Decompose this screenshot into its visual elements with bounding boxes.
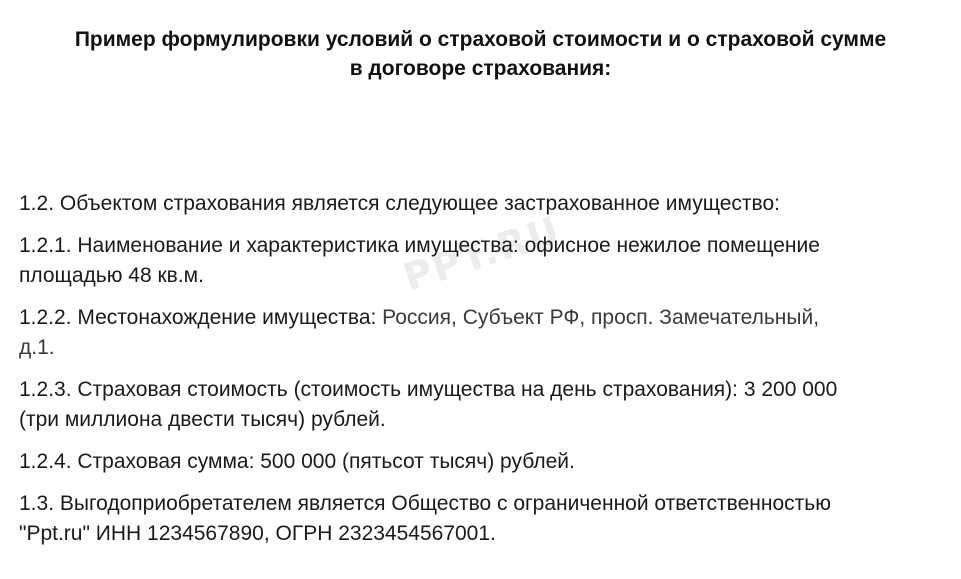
clause-1-2-2-label: 1.2.2. Местонахождение имущества:: [19, 306, 383, 329]
document-title: [0, 25, 961, 83]
clause-1-2-2-line-2: д.1.: [19, 336, 55, 359]
clause-1-2-2-address: Россия, Субъект РФ, просп. Замечательный,: [382, 306, 820, 329]
clause-1-2-3-line-2: (три миллиона двести тысяч) рублей.: [19, 408, 386, 431]
clause-1-2-3: [19, 375, 949, 435]
clause-1-3: [19, 489, 949, 549]
clause-1-2-4-text: 1.2.4. Страховая сумма: 500 000 (пятьсот тысяч) рублей.: [19, 450, 575, 473]
title-line-1: Пример формулировки условий о страховой стоимости и о страховой сумме: [74, 28, 887, 51]
clause-1-3-line-2: "Ppt.ru" ИНН 1234567890, ОГРН 2323454567001.: [19, 522, 496, 545]
clause-1-2-1: [19, 231, 949, 291]
clause-1-2-2-line-1: [19, 303, 949, 333]
clause-1-2-3-line-1: 1.2.3. Страховая стоимость (стоимость имущества на день страхования): 3 200 000: [19, 378, 838, 401]
contract-clauses: [19, 189, 949, 561]
clause-1-2-1-line-1: 1.2.1. Наименование и характеристика имущества: офисное нежилое помещение: [19, 234, 820, 257]
clause-1-2-2: [19, 303, 949, 363]
clause-1-2: [19, 189, 949, 219]
title-line-2: в договоре страхования:: [349, 57, 612, 80]
clause-1-3-line-1: 1.3. Выгодоприобретателем является Общество с ограниченной ответственностью: [19, 492, 831, 515]
clause-1-2-1-line-2: площадью 48 кв.м.: [19, 264, 204, 287]
watermark-logo: PPT.RU: [398, 207, 567, 300]
clause-1-2-text: 1.2. Объектом страхования является следующее застрахованное имущество:: [19, 192, 780, 215]
clause-1-2-4: [19, 447, 949, 477]
